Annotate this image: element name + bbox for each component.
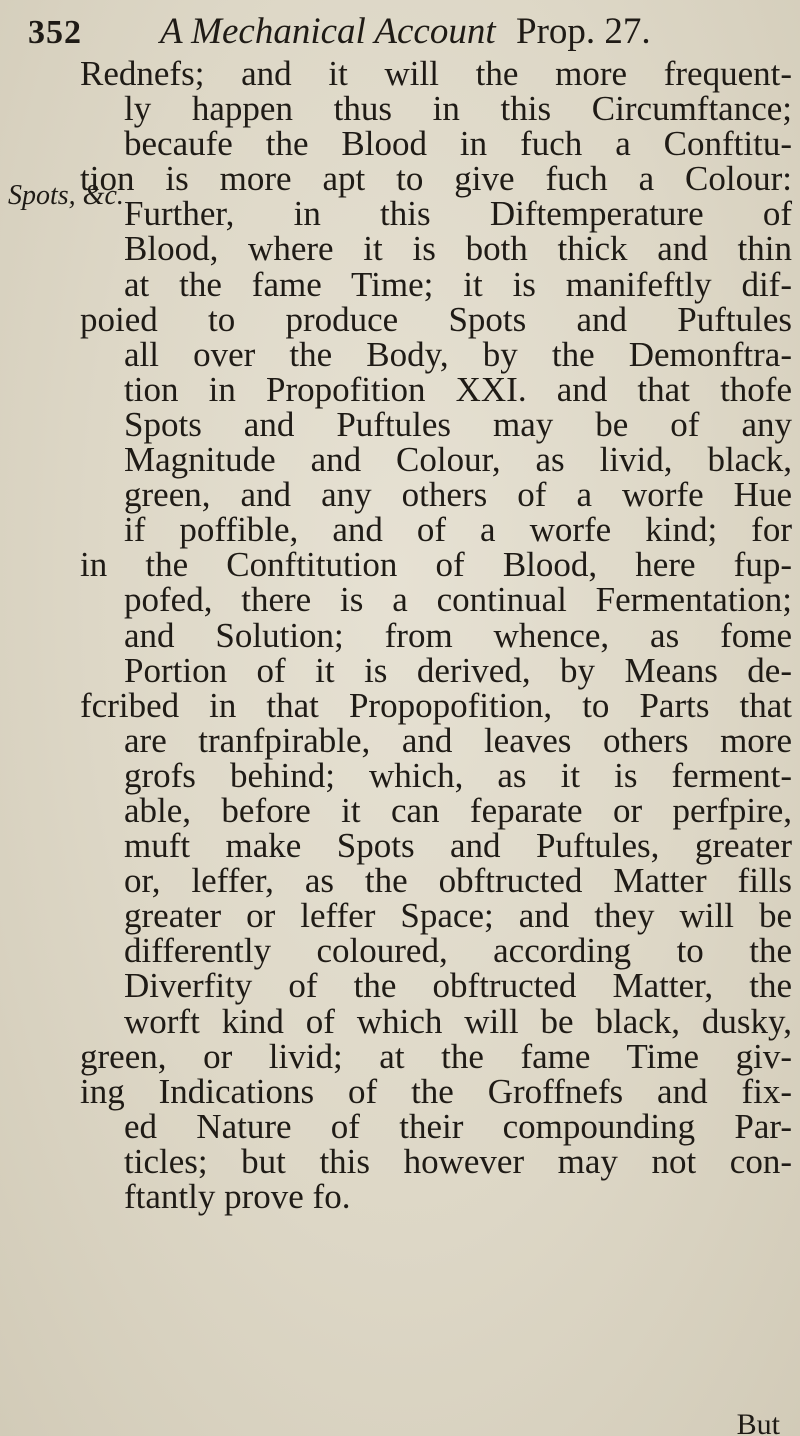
text-line: tion is more apt to give fuch a Colour: — [80, 159, 792, 199]
text-line: grofs behind; which, as it is ferment- — [124, 755, 792, 795]
text-line: tion in Propofition XXI. and that thofe — [124, 369, 792, 409]
text-line: and Solution; from whence, as fome — [124, 615, 792, 655]
running-head — [0, 4, 800, 60]
text-line: Blood, where it is both thick and thin — [124, 229, 792, 269]
text-line: ly happen thus in this Circumftance; — [124, 89, 792, 129]
text-line: muft make Spots and Puftules, greater — [124, 826, 792, 866]
running-title: A Mechanical Account — [160, 11, 496, 52]
text-line: if poffible, and of a worfe kind; for — [124, 510, 792, 550]
text-line: Spots and Puftules may be of any — [124, 404, 792, 444]
text-line: Further, in this Diftemperature of — [124, 194, 792, 234]
text-line: pofed, there is a continual Fermentation; — [124, 580, 792, 620]
catchword: But — [736, 1408, 780, 1436]
text-line: differently coloured, according to the — [124, 931, 792, 971]
text-line: worft kind of which will be black, dusky, — [124, 1001, 792, 1041]
text-line: Diverfity of the obftructed Matter, the — [124, 966, 792, 1006]
text-line: all over the Body, by the Demonftra- — [124, 334, 792, 374]
text-line: Magnitude and Colour, as livid, black, — [124, 440, 792, 480]
page-number: 352 — [28, 14, 82, 51]
text-line: or, leffer, as the obftructed Matter fills — [124, 861, 792, 901]
text-line: Rednefs; and it will the more frequent- — [80, 54, 792, 93]
proposition-label: Prop. 27. — [516, 11, 651, 52]
text-line: greater or leffer Space; and they will be — [124, 896, 792, 936]
text-line: fcribed in that Propopofition, to Parts that — [80, 685, 792, 725]
text-line: Portion of it is derived, by Means de- — [124, 650, 792, 690]
text-line: ftantly prove fo. — [124, 1177, 351, 1216]
text-line: at the fame Time; it is manifeftly dif- — [124, 264, 792, 304]
text-line: able, before it can feparate or perfpire, — [124, 790, 792, 830]
body-text — [80, 56, 792, 1214]
text-line: ed Nature of their compounding Par- — [124, 1106, 792, 1146]
text-line: in the Conftitution of Blood, here fup- — [80, 545, 792, 585]
text-line: ticles; but this however may not con- — [124, 1141, 792, 1181]
text-line: poied to produce Spots and Puftules — [80, 299, 792, 339]
text-line: ing Indications of the Groffnefs and fix- — [80, 1071, 792, 1111]
marginal-note: Spots, &c. — [8, 180, 124, 211]
text-line: are tranfpirable, and leaves others more — [124, 720, 792, 760]
text-line: becaufe the Blood in fuch a Conftitu- — [124, 124, 792, 164]
text-line: green, and any others of a worfe Hue — [124, 475, 792, 515]
text-line: green, or livid; at the fame Time giv- — [80, 1036, 792, 1076]
